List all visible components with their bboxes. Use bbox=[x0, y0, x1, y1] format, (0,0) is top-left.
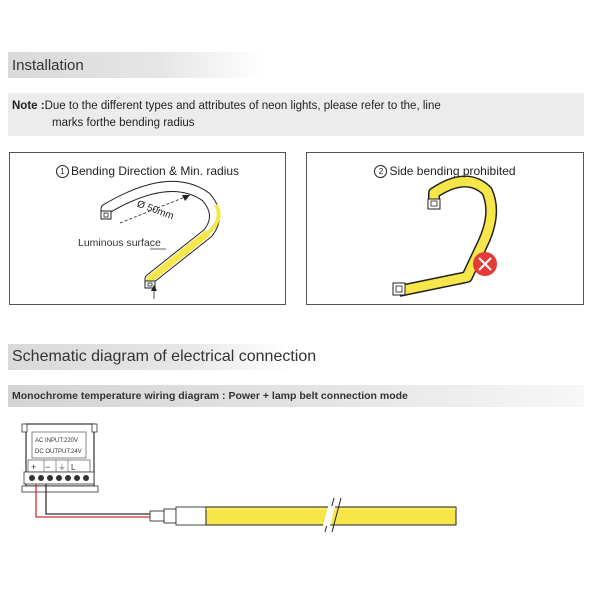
side-bending-panel bbox=[306, 152, 584, 305]
note-line-1: Due to the different types and attributes of neon lights, please refer to the, line bbox=[44, 100, 441, 112]
schematic-title: Schematic diagram of electrical connection bbox=[12, 348, 317, 365]
installation-header bbox=[8, 52, 348, 78]
terminal-ground: ⏚ bbox=[58, 463, 66, 472]
radius-label: Ø 50mm bbox=[135, 198, 176, 223]
installation-title: Installation bbox=[12, 56, 84, 74]
terminal-minus: − bbox=[45, 462, 51, 472]
wiring-subtitle-bar bbox=[8, 385, 584, 407]
driver-output-label: DC OUTPUT:24V bbox=[35, 449, 82, 455]
wiring-diagram bbox=[0, 410, 600, 550]
luminous-surface-label: Luminous surface bbox=[78, 237, 161, 249]
bending-panel-title: 1 Bending Direction & Min. radius bbox=[10, 164, 285, 178]
connector bbox=[150, 507, 206, 525]
step-number-2: 2 bbox=[374, 165, 387, 178]
terminal-l: L bbox=[71, 463, 76, 472]
power-driver bbox=[22, 424, 98, 492]
step-number-1: 1 bbox=[56, 165, 69, 178]
prohibited-icon bbox=[473, 252, 497, 276]
wiring-subtitle: Monochrome temperature wiring diagram : Power + lamp belt connection mode bbox=[12, 390, 408, 402]
bending-direction-panel bbox=[9, 152, 286, 305]
side-bending-panel-title: 2 Side bending prohibited bbox=[307, 164, 583, 178]
neon-strip-side-bent bbox=[399, 181, 491, 291]
note-line-2: marks forthe bending radius bbox=[52, 117, 195, 129]
installation-note bbox=[8, 93, 584, 136]
schematic-header bbox=[8, 344, 388, 370]
terminal-plus: + bbox=[31, 462, 37, 472]
driver-input-label: AC INPUT:220V bbox=[35, 438, 79, 444]
note-label: Note : bbox=[12, 100, 45, 112]
